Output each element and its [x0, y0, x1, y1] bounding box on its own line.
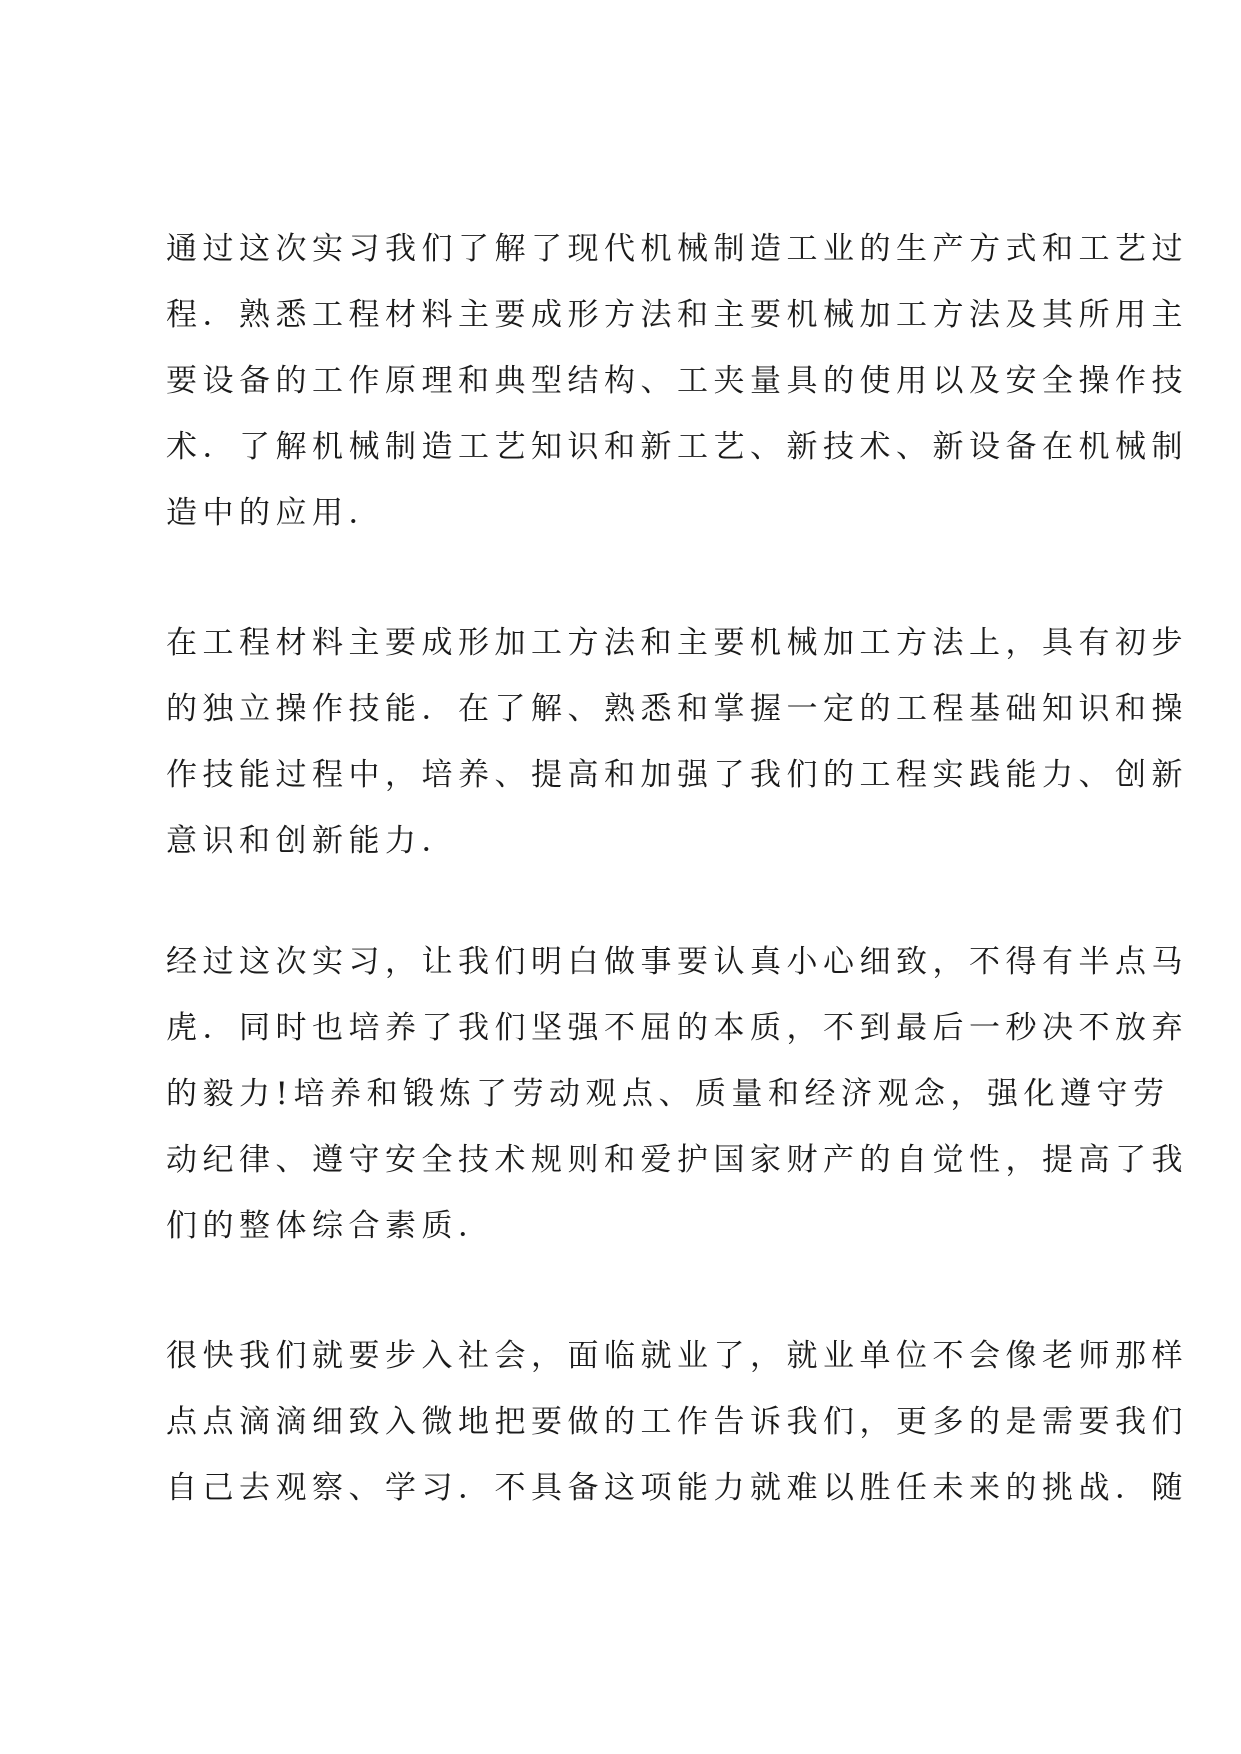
paragraph-operating-skills: [166, 610, 1188, 874]
text-line: 虎．同时也培养了我们坚强不屈的本质，不到最后一秒决不放弃: [166, 1010, 1188, 1046]
text-line: 要设备的工作原理和典型结构、工夹量具的使用以及安全操作技: [166, 363, 1188, 399]
text-line: 自己去观察、学习．不具备这项能力就难以胜任未来的挑战．随: [166, 1470, 1188, 1506]
text-line: 造中的应用．: [166, 495, 385, 531]
text-line: 动纪律、遵守安全技术规则和爱护国家财产的自觉性，提高了我: [166, 1142, 1188, 1178]
paragraph-internship-overview: [166, 216, 1188, 546]
text-line: 作技能过程中，培养、提高和加强了我们的工程实践能力、创新: [166, 757, 1188, 793]
text-line: 通过这次实习我们了解了现代机械制造工业的生产方式和工艺过: [166, 231, 1188, 267]
text-line: 术．了解机械制造工艺知识和新工艺、新技术、新设备在机械制: [166, 429, 1188, 465]
paragraph-lessons-learned: [166, 929, 1188, 1259]
text-line: 在工程材料主要成形加工方法和主要机械加工方法上，具有初步: [166, 625, 1188, 661]
text-line: 程．熟悉工程材料主要成形方法和主要机械加工方法及其所用主: [166, 297, 1188, 333]
text-line: 们的整体综合素质．: [166, 1208, 495, 1244]
text-line: 经过这次实习，让我们明白做事要认真小心细致，不得有半点马: [166, 944, 1188, 980]
text-line: 很快我们就要步入社会，面临就业了，就业单位不会像老师那样: [166, 1338, 1188, 1374]
text-line: 的独立操作技能．在了解、熟悉和掌握一定的工程基础知识和操: [166, 691, 1188, 727]
paragraph-future-employment: [166, 1323, 1188, 1521]
text-line: 意识和创新能力．: [166, 823, 458, 859]
text-line: 点点滴滴细致入微地把要做的工作告诉我们，更多的是需要我们: [166, 1404, 1188, 1440]
text-line: 的毅力!培养和锻炼了劳动观点、质量和经济观念，强化遵守劳: [166, 1076, 1170, 1112]
